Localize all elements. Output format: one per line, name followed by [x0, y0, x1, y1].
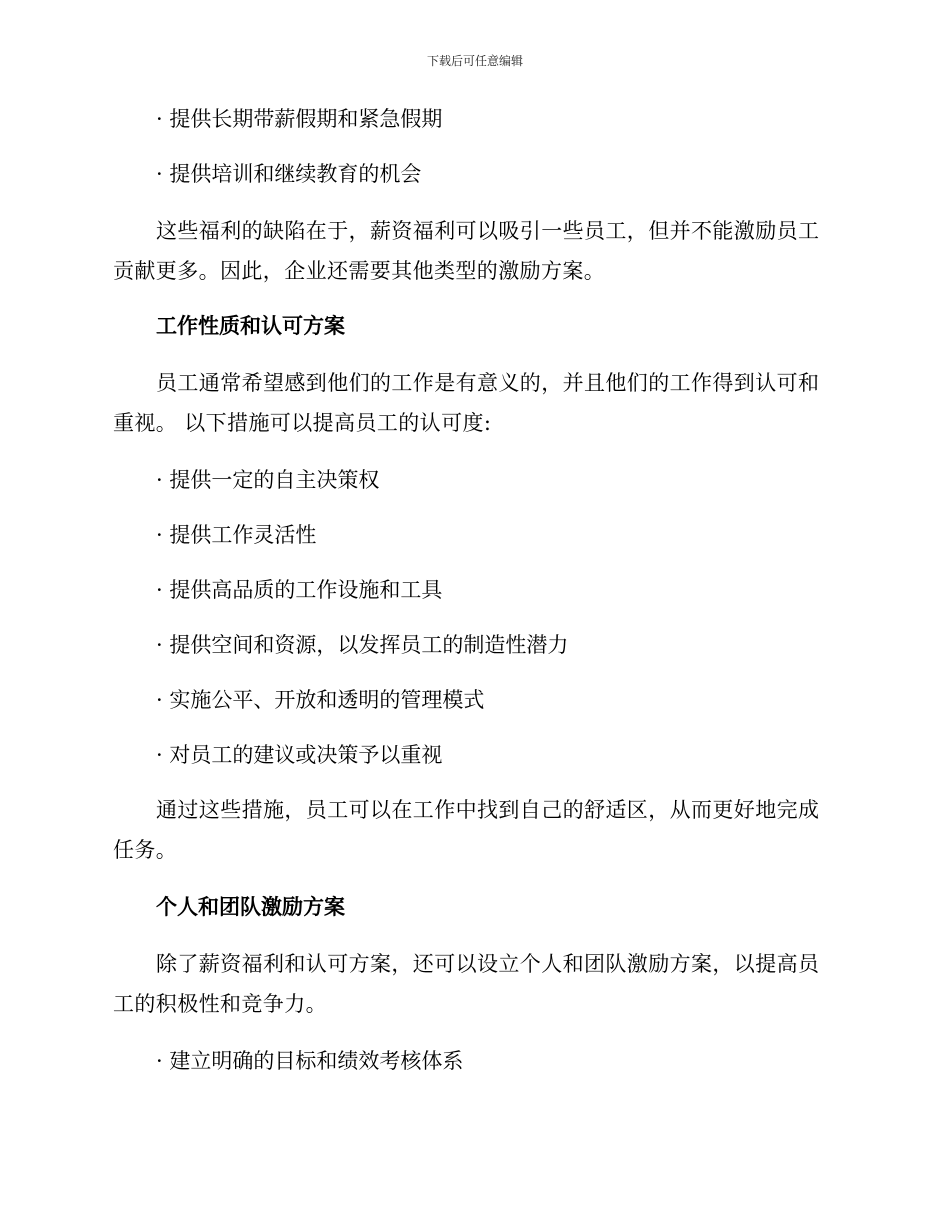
paragraph-benefits-drawback: 这些福利的缺陷在于，薪资福利可以吸引一些员工，但并不能激励员工贡献更多。因此，企业还需要其他类型的激励方案。 [113, 219, 820, 283]
bullet-item-fair-management: · 实施公平、开放和透明的管理模式 [156, 688, 485, 712]
bullet-item-goals: · 建立明确的目标和绩效考核体系 [156, 1049, 464, 1073]
page-header: 下载后可任意编辑 [426, 54, 523, 68]
paragraph-comfort-zone: 通过这些措施，员工可以在工作中找到自己的舒适区，从而更好地完成任务。 [113, 798, 820, 862]
bullet-item-flexibility: · 提供工作灵活性 [156, 523, 317, 547]
bullet-item-paid-leave: · 提供长期带薪假期和紧急假期 [156, 107, 443, 131]
section-heading-incentives: 个人和团队激励方案 [156, 894, 345, 919]
bullet-item-creative-space: · 提供空间和资源，以发挥员工的制造性潜力 [156, 633, 569, 657]
paragraph-incentives-intro: 除了薪资福利和认可方案，还可以设立个人和团队激励方案，以提高员工的积极性和竞争力。 [113, 952, 820, 1016]
bullet-item-training: · 提供培训和继续教育的机会 [156, 162, 422, 186]
bullet-item-value-suggestions: · 对员工的建议或决策予以重视 [156, 743, 443, 767]
section-heading-recognition: 工作性质和认可方案 [156, 313, 345, 338]
document-body [113, 106, 833, 1103]
paragraph-recognition-intro: 员工通常希望感到他们的工作是有意义的，并且他们的工作得到认可和重视。 以下措施可以提高员工的认可度: [113, 371, 820, 435]
bullet-item-autonomy: · 提供一定的自主决策权 [156, 468, 380, 492]
bullet-item-facilities: · 提供高品质的工作设施和工具 [156, 578, 443, 602]
